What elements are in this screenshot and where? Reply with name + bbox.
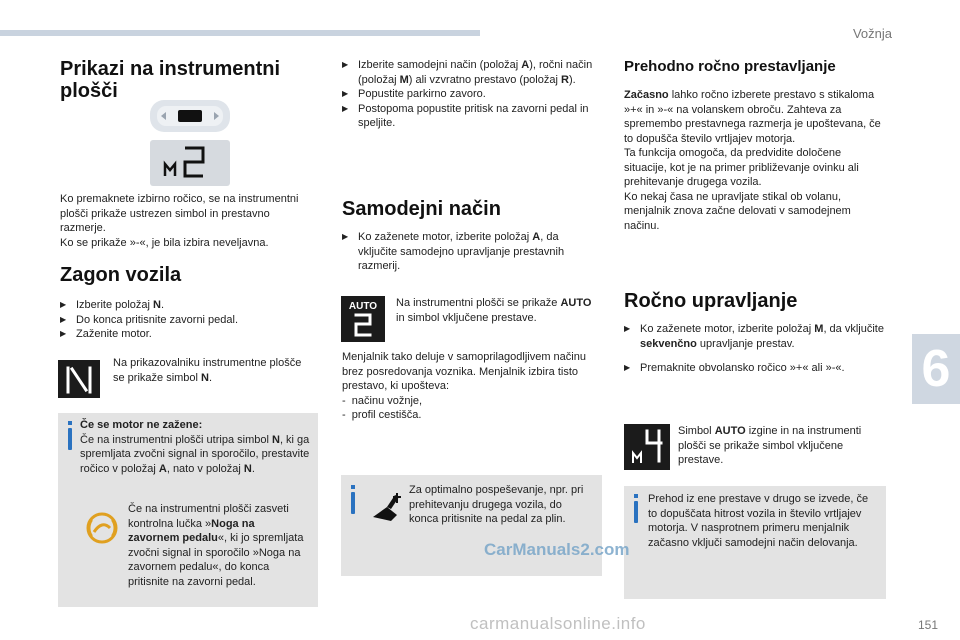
instrument-display-illustration [145,100,235,190]
auto-symbol-icon: AUTO [341,296,385,342]
manual-info-box [624,486,886,599]
n-symbol-icon [58,360,100,398]
page-number: 151 [917,618,938,632]
section-title-temporary: Prehodno ročno prestavljanje [624,58,836,75]
chapter-number: 6 [921,340,951,398]
warn-text: Če na instrumentni plošči zasveti kontrolna lučka »Noga na zavornem pedalu«, ki jo spremljata zvočni signal in sporočilo »Noga na zavornem pedalu«, do konca pritisnite na zavorni pedal. [128,503,304,588]
info-icon [68,421,72,425]
title-line-1: Prikazi na instrumentni [60,58,281,80]
chapter-tab [912,334,960,404]
auto-info-box [341,475,602,576]
manual-bullets [624,322,886,376]
section-title-auto: Samodejni način [342,198,501,220]
watermark-carmanuals2: CarManuals2.com [484,540,630,559]
displays-para-1: Ko premaknete izbirno ročico, se na instrumentni plošči prikaže ustrezen simbol in prestavno razmerje. [60,193,299,234]
auto-symbol-text: Na instrumentni plošči se prikaže AUTO in simbol vključene prestave. [396,297,592,324]
start-bullet-3: ▶ Zaženite motor. [60,327,315,342]
watermark-carmanualsonline: carmanualsonline.info [470,614,646,633]
info-icon [634,494,638,498]
section-title-start: Zagon vozila [60,264,182,286]
gear-indicator-icon [145,100,235,188]
brake-pedal-warning-icon [84,510,120,546]
info-heading: Če se motor ne zažene: [80,419,203,431]
temp-para-1: Začasno lahko ročno izberete prestavo s stikaloma »+« in »-« na volanskem obroču. Zahteva za spremembo prestavnega razmerja je upoštevana, če to dopušča število vrtljajev motorja. [624,89,881,145]
drive-bullet-2: ▶ Popustite parkirno zavoro. [342,87,597,102]
n-symbol-text: Na prikazovalniku instrumentne plošče se prikaže simbol N. [113,357,302,384]
drive-bullet-3: ▶ Postopoma popustite pritisk na zavorni pedal in speljite. [342,102,597,131]
section-title-manual: Ročno upravljanje [624,290,798,312]
auto-info-text: Za optimalno pospeševanje, npr. pri prehitevanju drugega vozila, do konca pritisnite na pedal za plin. [409,484,584,525]
info-icon [351,485,355,489]
manual-bullet-1: ▶ Ko zaženete motor, izberite položaj M, da vključite sekvenčno upravljanje prestav. [624,322,886,351]
dash-item-1: - načinu vožnje, [342,394,423,407]
manual-gear-symbol-icon [624,424,670,470]
auto-para: Menjalnik tako deluje v samoprilagodljivem načinu brez posredovanja voznika. Menjalnik izbira tisto prestavo, ki upošteva: [342,351,586,392]
manual-info-text: Prehod iz ene prestave v drugo se izvede, če to dopuščata hitrost vozila in število vrtljajev motorja. V nasprotnem primeru menjalnik začasno vključi samodejni način delovanja. [648,493,869,549]
engine-start-info-box [58,413,318,607]
title-line-2: plošči [60,80,118,102]
start-bullet-2: ▶ Do konca pritisnite zavorni pedal. [60,313,315,328]
temp-para-3: Ko nekaj časa ne upravljate stikal ob volanu, menjalnik znova začne delovati v samodejnem načinu. [624,190,851,232]
temp-para-2: Ta funkcija omogoča, da predvidite določene situacije, kot je na primer približevanje ovinku ali prehitevanje drugega vozila. [624,147,859,188]
section-title-displays [60,58,310,102]
manual-bullet-2: ▶ Premaknite obvolansko ročico »+« ali »-«. [624,361,886,376]
drive-bullet-1: ▶ Izberite samodejni način (položaj A), ročni način (položaj M) ali vzvratno prestavo (položaj R). [342,58,597,87]
displays-para-2: Ko se prikaže »-«, je bila izbira neveljavna. [60,236,269,249]
start-bullets [60,298,315,342]
manual-symbol-text: Simbol AUTO izgine in na instrumenti plošči se prikaže simbol vključene prestave. [678,425,862,466]
top-bar [0,30,480,36]
accelerator-pedal-icon [369,489,405,525]
auto-bullet: ▶ Ko zaženete motor, izberite položaj A, da vključite samodejno upravljanje prestavnih razmerij. [342,230,597,274]
drive-off-bullets [342,58,597,131]
section-header: Vožnja [852,26,892,41]
info-text: Če na instrumentni plošči utripa simbol N, ki ga spremljata zvočni signal in sporočilo, prestavite ročico v položaj A, nato v položaj N. [80,433,310,475]
dash-item-2: - profil cestišča. [342,409,422,421]
start-bullet-1: ▶ Izberite položaj N. [60,298,315,313]
